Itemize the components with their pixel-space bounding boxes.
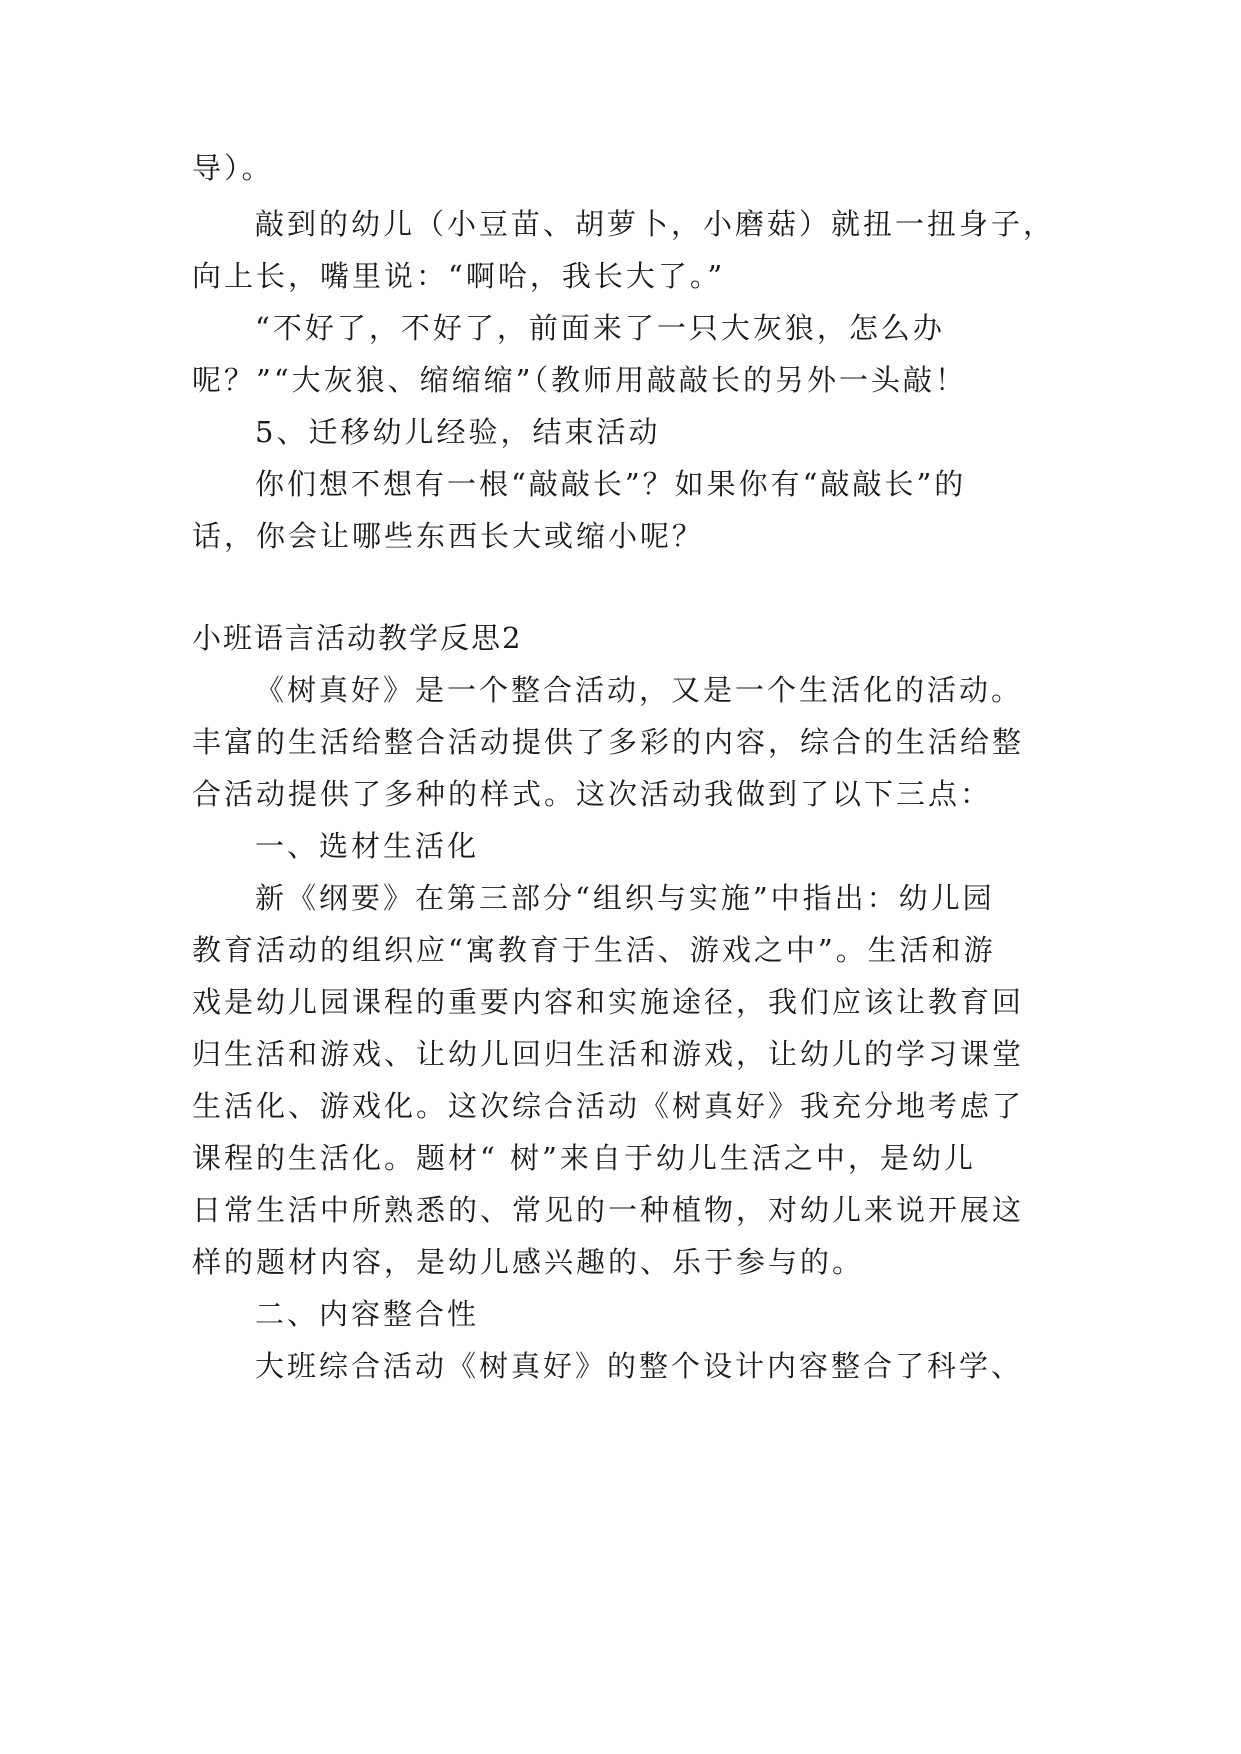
text-line: 导）。	[192, 151, 274, 185]
text-line: 戏是幼儿园课程的重要内容和实施途径，我们应该让教育回	[192, 985, 1025, 1019]
step-heading: 5、迁移幼儿经验，结束活动	[255, 415, 661, 449]
text-line: 归生活和游戏、让幼儿回归生活和游戏，让幼儿的学习课堂	[192, 1037, 1025, 1071]
text-line: 丰富的生活给整合活动提供了多彩的内容，综合的生活给整	[192, 725, 1025, 759]
text-line: 《树真好》是一个整合活动，又是一个生活化的活动。	[255, 673, 1024, 707]
section-title: 小班语言活动教学反思2	[192, 621, 523, 655]
text-line: 日常生活中所熟悉的、常见的一种植物，对幼儿来说开展这	[192, 1193, 1025, 1227]
text-line: 教育活动的组织应“寓教育于生活、游戏之中”。生活和游	[192, 933, 996, 967]
text-line: 样的题材内容，是幼儿感兴趣的、乐于参与的。	[192, 1245, 865, 1279]
text-line: 呢？”“大灰狼、缩缩缩”（教师用敲敲长的另外一头敲！	[192, 363, 967, 397]
text-line: 你们想不想有一根“敲敲长”？如果你有“敲敲长”的	[255, 467, 967, 501]
text-line: 敲到的幼儿（小豆苗、胡萝卜，小磨菇）就扭一扭身子，	[255, 207, 1056, 241]
subsection-heading: 二、内容整合性	[255, 1297, 480, 1331]
text-line: 话，你会让哪些东西长大或缩小呢？	[192, 519, 705, 553]
text-line: 新《纲要》在第三部分“组织与实施”中指出：幼儿园	[255, 881, 995, 915]
text-line: 合活动提供了多种的样式。这次活动我做到了以下三点：	[192, 777, 993, 811]
text-line: 向上长，嘴里说：“啊哈，我长大了。”	[192, 259, 726, 293]
text-line: “不好了，不好了，前面来了一只大灰狼，怎么办	[255, 311, 945, 345]
text-line: 课程的生活化。题材“ 树”来自于幼儿生活之中，是幼儿	[192, 1141, 976, 1175]
text-line: 生活化、游戏化。这次综合活动《树真好》我充分地考虑了	[192, 1089, 1025, 1123]
subsection-heading: 一、选材生活化	[255, 829, 480, 863]
text-line: 大班综合活动《树真好》的整个设计内容整合了科学、	[255, 1349, 1024, 1383]
